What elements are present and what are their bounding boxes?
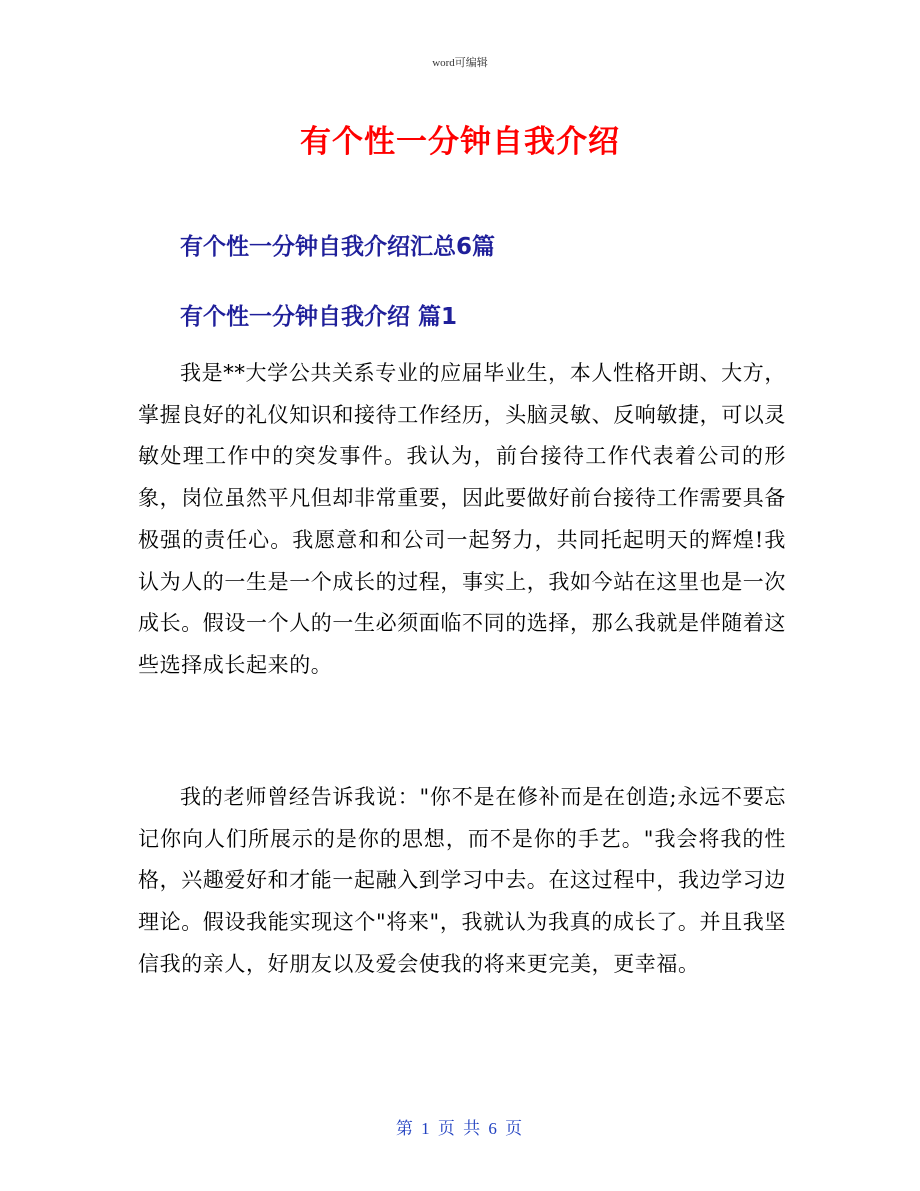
- page-indicator: 第 1 页 共 6 页: [395, 1119, 525, 1138]
- document-subtitle: 有个性一分钟自我介绍汇总6篇: [180, 234, 496, 260]
- section-heading: 有个性一分钟自我介绍 篇1: [180, 304, 458, 330]
- header-note: word可编辑: [432, 57, 488, 69]
- body-paragraph: 我的老师曾经告诉我说："你不是在修补而是在创造;永远不要忘记你向人们所展示的是你的思想，而不是你的手艺。"我会将我的性格，兴趣爱好和才能一起融入到学习中去。在这过程中，我边学习边理论。假设我能实现这个"将来"，我就认为我真的成长了。并且我坚信我的亲人，好朋友以及爱会使我的将来更完美，更幸福。: [138, 785, 786, 976]
- document-title: 有个性一分钟自我介绍: [300, 124, 620, 160]
- body-paragraph: 我是**大学公共关系专业的应届毕业生，本人性格开朗、大方，掌握良好的礼仪知识和接待工作经历，头脑灵敏、反响敏捷，可以灵敏处理工作中的突发事件。我认为，前台接待工作代表着公司的形象，岗位虽然平凡但却非常重要，因此要做好前台接待工作需要具备极强的责任心。我愿意和和公司一起努力，共同托起明天的辉煌!我认为人的一生是一个成长的过程，事实上，我如今站在这里也是一次成长。假设一个人的一生必须面临不同的选择，那么我就是伴随着这些选择成长起来的。: [138, 361, 786, 677]
